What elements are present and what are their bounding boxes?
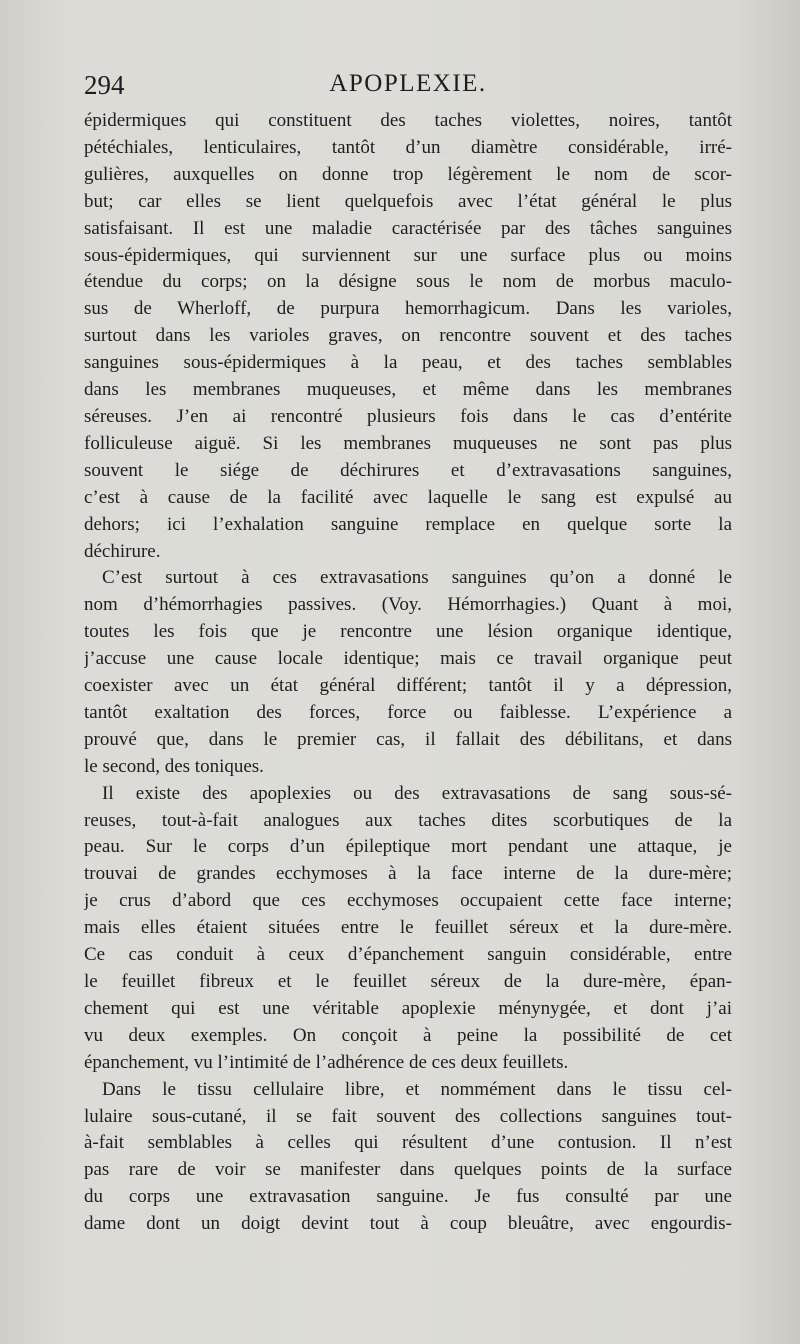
text-line: séreuses. J’en ai rencontré plusieurs fois dans le cas d’entérite	[84, 405, 732, 427]
text-line: trouvai de grandes ecchymoses à la face interne de la dure-mère;	[84, 863, 732, 885]
text-line: reuses, tout-à-fait analogues aux taches dites scorbutiques de la	[84, 809, 732, 831]
text-line: du corps une extravasation sanguine. Je fus consulté par une	[84, 1186, 732, 1208]
text-line: lulaire sous-cutané, il se fait souvent des collections sanguines tout-	[84, 1105, 732, 1127]
text-line: épanchement, vu l’intimité de l’adhérence de ces deux feuillets.	[84, 1051, 569, 1073]
text-line: but; car elles se lient quelquefois avec l’état général le plus	[84, 190, 732, 212]
paragraph-start-line: C’est surtout à ces extravasations sanguines qu’on a donné le	[102, 567, 732, 589]
paragraph-start-line: Dans le tissu cellulaire libre, et nommément dans le tissu cel-	[102, 1078, 732, 1100]
text-line: dame dont un doigt devint tout à coup bleuâtre, avec engourdis-	[84, 1213, 732, 1235]
text-line: coexister avec un état général différent; tantôt il y a dépression,	[84, 675, 732, 697]
text-line: sous-épidermiques, qui surviennent sur une surface plus ou moins	[84, 244, 732, 266]
page-header	[84, 70, 732, 104]
text-line: déchirure.	[84, 540, 161, 562]
text-line: le second, des toniques.	[84, 755, 264, 777]
text-line: tantôt exaltation des forces, force ou faiblesse. L’expérience a	[84, 701, 732, 723]
text-line: dehors; ici l’exhalation sanguine remplace en quelque sorte la	[84, 513, 732, 535]
text-line: mais elles étaient situées entre le feuillet séreux et la dure-mère.	[84, 917, 732, 939]
text-line: j’accuse une cause locale identique; mais ce travail organique peut	[84, 648, 732, 670]
text-line: à-fait semblables à celles qui résultent d’une contusion. Il n’est	[84, 1132, 732, 1154]
page-number: 294	[84, 70, 125, 100]
text-line: souvent le siége de déchirures et d’extravasations sanguines,	[84, 459, 732, 481]
running-title: APOPLEXIE.	[329, 70, 487, 97]
paragraph-start-line: Il existe des apoplexies ou des extravasations de sang sous-sé-	[102, 782, 732, 804]
text-line: gulières, auxquelles on donne trop légèrement le nom de scor-	[84, 163, 732, 185]
text-line: nom d’hémorrhagies passives. (Voy. Hémorrhagies.) Quant à moi,	[84, 594, 732, 616]
text-line: vu deux exemples. On conçoit à peine la possibilité de cet	[84, 1024, 732, 1046]
text-line: prouvé que, dans le premier cas, il fallait des débilitans, et dans	[84, 728, 732, 750]
text-line: peau. Sur le corps d’un épileptique mort pendant une attaque, je	[84, 836, 732, 858]
text-line: c’est à cause de la facilité avec laquelle le sang est expulsé au	[84, 486, 732, 508]
text-line: sus de Wherloff, de purpura hemorrhagicum. Dans les varioles,	[84, 298, 732, 320]
text-line: le feuillet fibreux et le feuillet séreux de la dure-mère, épan-	[84, 971, 732, 992]
text-line: étendue du corps; on la désigne sous le nom de morbus maculo-	[84, 271, 732, 293]
text-line: Ce cas conduit à ceux d’épanchement sanguin considérable, entre	[84, 944, 732, 966]
text-line: pétéchiales, lenticulaires, tantôt d’un diamètre considérable, irré-	[84, 136, 732, 158]
text-line: épidermiques qui constituent des taches violettes, noires, tantôt	[84, 110, 732, 131]
text-line: pas rare de voir se manifester dans quelques points de la surface	[84, 1159, 732, 1181]
text-line: dans les membranes muqueuses, et même dans les membranes	[84, 379, 732, 401]
text-line: surtout dans les varioles graves, on rencontre souvent et des taches	[84, 325, 732, 347]
text-line: satisfaisant. Il est une maladie caractérisée par des tâches sanguines	[84, 217, 732, 239]
text-line: chement qui est une véritable apoplexie ménynygée, et dont j’ai	[84, 997, 732, 1019]
text-line: folliculeuse aiguë. Si les membranes muqueuses ne sont pas plus	[84, 432, 732, 454]
text-line: je crus d’abord que ces ecchymoses occupaient cette face interne;	[84, 890, 732, 912]
text-line: sanguines sous-épidermiques à la peau, et des taches semblables	[84, 352, 732, 374]
text-line: toutes les fois que je rencontre une lésion organique identique,	[84, 621, 732, 643]
body-text	[84, 108, 732, 1238]
